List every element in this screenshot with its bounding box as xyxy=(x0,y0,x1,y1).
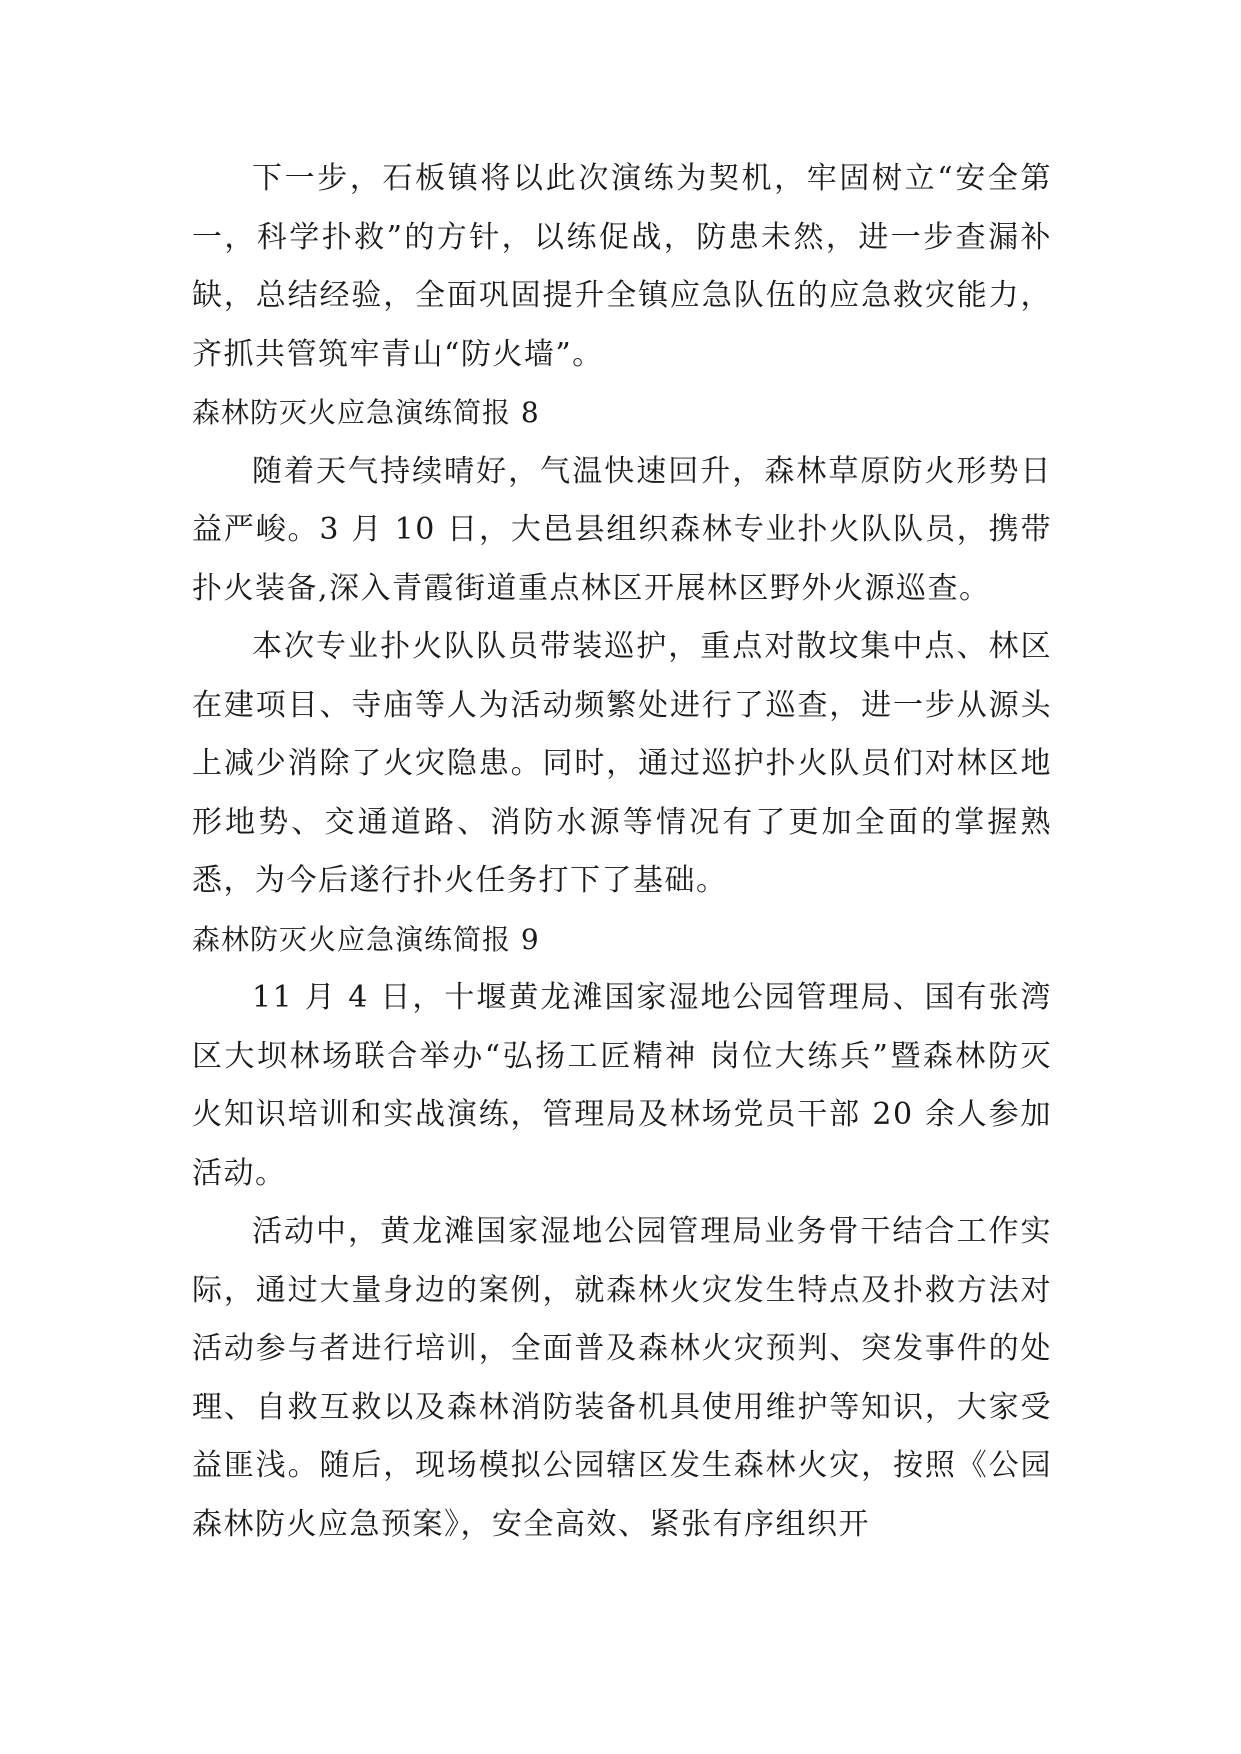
paragraph-training-activity: 活动中，黄龙滩国家湿地公园管理局业务骨干结合工作实际，通过大量身边的案例，就森林火灾发生特点及扑救方法对活动参与者进行培训，全面普及森林火灾预判、突发事件的处理、自救互救以及森林消防装备机具使用维护等知识，大家受益匪浅。随后，现场模拟公园辖区发生森林火灾，按照《公园森林防火应急预案》，安全高效、紧张有序组织开 xyxy=(192,1214,1052,1542)
document-page xyxy=(192,150,1052,1554)
paragraph-patrol-details: 本次专业扑火队队员带装巡护，重点对散坟集中点、林区在建项目、寺庙等人为活动频繁处进行了巡查，进一步从源头上减少消除了火灾隐患。同时，通过巡护扑火队员们对林区地形地势、交通道路、消防水源等情况有了更加全面的掌握熟悉，为今后遂行扑火任务打下了基础。 xyxy=(192,629,1052,898)
paragraph-huanglongtan-event: 11 月 4 日，十堰黄龙滩国家湿地公园管理局、国有张湾区大坝林场联合举办“弘扬工匠精神 岗位大练兵”暨森林防灭火知识培训和实战演练，管理局及林场党员干部 20 余人参加活动。 xyxy=(192,980,1052,1191)
section-heading-briefing-8: 森林防灭火应急演练简报 8 xyxy=(192,396,540,429)
section-heading-briefing-9: 森林防灭火应急演练简报 9 xyxy=(192,922,540,956)
paragraph-next-steps: 下一步，石板镇将以此次演练为契机，牢固树立“安全第一，科学扑救”的方针，以练促战，防患未然，进一步查漏补缺，总结经验，全面巩固提升全镇应急队伍的应急救灾能力，齐抓共管筑牢青山“防火墙”。 xyxy=(192,161,1052,372)
paragraph-dayi-patrol: 随着天气持续晴好，气温快速回升，森林草原防火形势日益严峻。3 月 10 日，大邑县组织森林专业扑火队队员，携带扑火装备,深入青霞街道重点林区开展林区野外火源巡查。 xyxy=(192,453,1052,606)
